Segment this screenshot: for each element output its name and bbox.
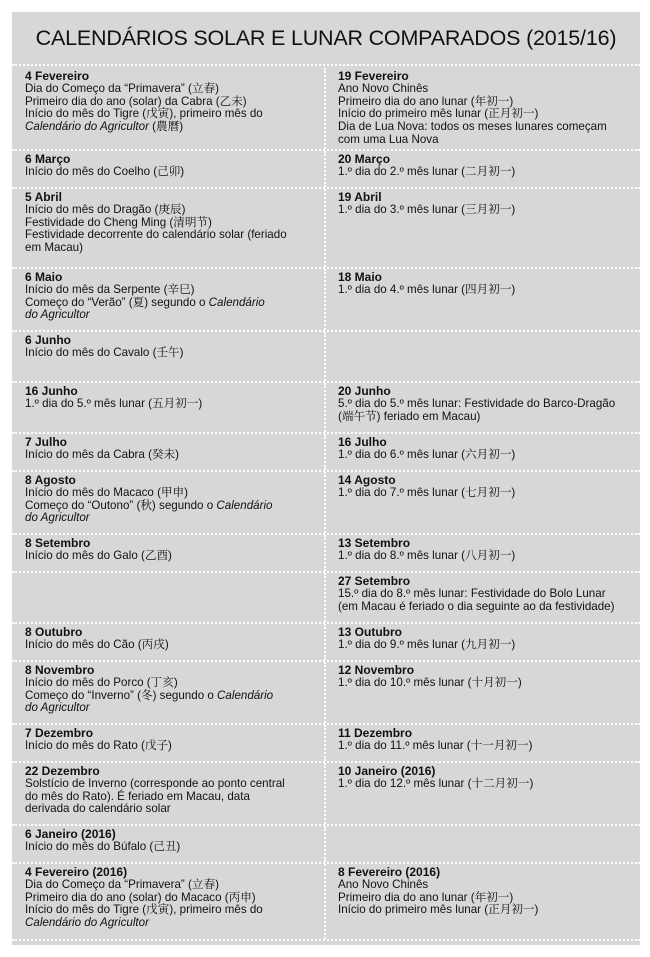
calendar-row xyxy=(12,864,640,941)
lunar-calendar-cell xyxy=(326,472,640,533)
solar-calendar-cell xyxy=(12,662,326,723)
event-description: Festividade do Cheng Ming (清明节) xyxy=(25,215,212,229)
lunar-calendar-cell xyxy=(326,189,640,267)
event-description: Início do mês do Coelho (己卯) xyxy=(25,164,185,178)
event-description: Início do primeiro mês lunar (正月初一) xyxy=(338,107,539,121)
event-description: Calendário do Agricultor xyxy=(25,916,149,930)
event-date: 10 Janeiro (2016) xyxy=(338,764,436,778)
event-date: 7 Julho xyxy=(25,435,68,449)
solar-calendar-cell xyxy=(12,151,326,187)
event-description: do Agricultor xyxy=(25,701,90,715)
calendar-panel xyxy=(12,12,640,945)
event-description: 1.º dia do 4.º mês lunar (四月初一) xyxy=(338,282,516,296)
event-description: Primeiro dia do ano lunar (年初一) xyxy=(338,890,514,904)
event-description: 1.º dia do 10.º mês lunar (十月初一) xyxy=(338,675,522,689)
event-date: 6 Junho xyxy=(25,333,72,347)
event-description: Início do mês do Tigre (戊寅), primeiro mês do xyxy=(25,903,263,917)
event-date: 6 Maio xyxy=(25,270,63,284)
calendar-row xyxy=(12,383,640,434)
event-description: Início do mês do Cavalo (壬午) xyxy=(25,345,184,359)
event-description: do mês do Rato). É feriado em Macau, data xyxy=(25,789,250,803)
calendar-row xyxy=(12,189,640,269)
calendar-row xyxy=(12,68,640,151)
lunar-calendar-cell xyxy=(326,434,640,470)
event-date: 8 Setembro xyxy=(25,536,91,550)
event-description: Dia do Começo da “Primavera” (立春) xyxy=(25,81,219,95)
event-description: (端午节) feriado em Macau) xyxy=(338,409,481,423)
solar-calendar-cell xyxy=(12,624,326,660)
solar-calendar-cell xyxy=(12,573,326,622)
lunar-calendar-cell xyxy=(326,662,640,723)
event-description: do Agricultor xyxy=(25,511,90,525)
lunar-calendar-cell xyxy=(326,826,640,862)
lunar-calendar-cell xyxy=(326,864,640,939)
solar-calendar-cell xyxy=(12,864,326,939)
event-description: Começo do “Outono” (秋) segundo o Calendário xyxy=(25,498,273,512)
event-date: 16 Junho xyxy=(25,384,78,398)
solar-calendar-cell xyxy=(12,763,326,824)
event-date: 19 Abril xyxy=(338,190,382,204)
calendar-row xyxy=(12,725,640,763)
event-description: Início do mês da Serpente (辛巳) xyxy=(25,282,195,296)
event-date: 8 Outubro xyxy=(25,625,83,639)
event-description: Dia de Lua Nova: todos os meses lunares começam xyxy=(338,120,607,134)
calendar-row xyxy=(12,151,640,189)
solar-calendar-cell xyxy=(12,68,326,149)
event-date: 20 Junho xyxy=(338,384,391,398)
lunar-calendar-cell xyxy=(326,725,640,761)
event-description: Início do mês do Porco (丁亥) xyxy=(25,675,178,689)
calendar-row xyxy=(12,573,640,624)
event-description: 1.º dia do 7.º mês lunar (七月初一) xyxy=(338,485,516,499)
page-title: CALENDÁRIOS SOLAR E LUNAR COMPARADOS (2015/16) xyxy=(12,12,640,66)
event-date: 6 Janeiro (2016) xyxy=(25,827,116,841)
event-description: derivada do calendário solar xyxy=(25,802,171,816)
event-description: 1.º dia do 2.º mês lunar (二月初一) xyxy=(338,164,516,178)
event-description: com uma Lua Nova xyxy=(338,132,439,146)
event-date: 14 Agosto xyxy=(338,473,396,487)
event-description: Início do mês do Macaco (甲申) xyxy=(25,485,189,499)
event-description: Ano Novo Chinês xyxy=(338,81,429,95)
event-description: 5.º dia do 5.º mês lunar: Festividade do Barco-Dragão xyxy=(338,396,616,410)
event-description: 1.º dia do 11.º mês lunar (十一月初一) xyxy=(338,738,533,752)
calendar-table xyxy=(12,68,640,941)
solar-calendar-cell xyxy=(12,189,326,267)
event-description: Início do mês do Tigre (戊寅), primeiro mês do xyxy=(25,107,263,121)
event-date: 8 Agosto xyxy=(25,473,76,487)
solar-calendar-cell xyxy=(12,332,326,381)
event-description: 1.º dia do 3.º mês lunar (三月初一) xyxy=(338,202,516,216)
lunar-calendar-cell xyxy=(326,763,640,824)
event-date: 6 Março xyxy=(25,152,71,166)
event-description: 1.º dia do 6.º mês lunar (六月初一) xyxy=(338,447,516,461)
event-description: 1.º dia do 8.º mês lunar (八月初一) xyxy=(338,548,516,562)
event-date: 19 Fevereiro xyxy=(338,69,409,83)
event-date: 18 Maio xyxy=(338,270,383,284)
calendar-row xyxy=(12,826,640,864)
event-description: Início do mês do Galo (乙酉) xyxy=(25,548,172,562)
event-description: Início do mês da Cabra (癸未) xyxy=(25,447,179,461)
event-description: Ano Novo Chinês xyxy=(338,877,429,891)
event-description: Primeiro dia do ano (solar) da Cabra (乙未) xyxy=(25,94,247,108)
calendar-row xyxy=(12,269,640,332)
event-description: 1.º dia do 12.º mês lunar (十二月初一) xyxy=(338,776,534,790)
solar-calendar-cell xyxy=(12,472,326,533)
event-description: Início do mês do Rato (戊子) xyxy=(25,738,172,752)
event-description: Começo do “Inverno” (冬) segundo o Calendário xyxy=(25,688,274,702)
lunar-calendar-cell xyxy=(326,383,640,432)
lunar-calendar-cell xyxy=(326,573,640,622)
lunar-calendar-cell xyxy=(326,269,640,330)
event-date: 16 Julho xyxy=(338,435,387,449)
lunar-calendar-cell xyxy=(326,624,640,660)
solar-calendar-cell xyxy=(12,826,326,862)
event-description: Dia do Começo da “Primavera” (立春) xyxy=(25,877,219,891)
event-date: 12 Novembro xyxy=(338,663,415,677)
event-description: 15.º dia do 8.º mês lunar: Festividade do Bolo Lunar xyxy=(338,586,606,600)
lunar-calendar-cell xyxy=(326,151,640,187)
calendar-row xyxy=(12,662,640,725)
event-description: Início do mês do Cão (丙戌) xyxy=(25,637,169,651)
solar-calendar-cell xyxy=(12,383,326,432)
event-description: 1.º dia do 5.º mês lunar (五月初一) xyxy=(25,396,203,410)
lunar-calendar-cell xyxy=(326,332,640,381)
event-date: 8 Fevereiro (2016) xyxy=(338,865,441,879)
solar-calendar-cell xyxy=(12,269,326,330)
event-description: em Macau) xyxy=(25,241,83,255)
calendar-row xyxy=(12,472,640,535)
event-description: Começo do “Verão” (夏) segundo o Calendário xyxy=(25,295,265,309)
lunar-calendar-cell xyxy=(326,535,640,571)
event-date: 4 Fevereiro xyxy=(25,69,90,83)
lunar-calendar-cell xyxy=(326,68,640,149)
event-description: Início do mês do Búfalo (己丑) xyxy=(25,839,181,853)
event-description: 1.º dia do 9.º mês lunar (九月初一) xyxy=(338,637,516,651)
event-date: 13 Outubro xyxy=(338,625,403,639)
event-date: 20 Março xyxy=(338,152,391,166)
event-date: 27 Setembro xyxy=(338,574,411,588)
event-date: 13 Setembro xyxy=(338,536,411,550)
solar-calendar-cell xyxy=(12,535,326,571)
event-description: Primeiro dia do ano (solar) do Macaco (丙申) xyxy=(25,890,256,904)
event-description: Festividade decorrente do calendário solar (feriado xyxy=(25,228,287,242)
event-description: Primeiro dia do ano lunar (年初一) xyxy=(338,94,514,108)
event-date: 7 Dezembro xyxy=(25,726,94,740)
event-description: Calendário do Agricultor (農曆) xyxy=(25,120,184,134)
calendar-row xyxy=(12,624,640,662)
calendar-row xyxy=(12,332,640,383)
event-description: Solstício de Inverno (corresponde ao ponto central xyxy=(25,776,285,790)
calendar-row xyxy=(12,535,640,573)
event-description: Início do mês do Dragão (庚辰) xyxy=(25,202,186,216)
calendar-row xyxy=(12,434,640,472)
event-description: do Agricultor xyxy=(25,308,90,322)
solar-calendar-cell xyxy=(12,434,326,470)
event-date: 11 Dezembro xyxy=(338,726,413,740)
event-date: 8 Novembro xyxy=(25,663,95,677)
solar-calendar-cell xyxy=(12,725,326,761)
event-date: 22 Dezembro xyxy=(25,764,100,778)
event-date: 5 Abril xyxy=(25,190,62,204)
event-date: 4 Fevereiro (2016) xyxy=(25,865,128,879)
event-description: (em Macau é feriado o dia seguinte ao da festividade) xyxy=(338,599,615,613)
calendar-row xyxy=(12,763,640,826)
event-description: Início do primeiro mês lunar (正月初一) xyxy=(338,903,539,917)
